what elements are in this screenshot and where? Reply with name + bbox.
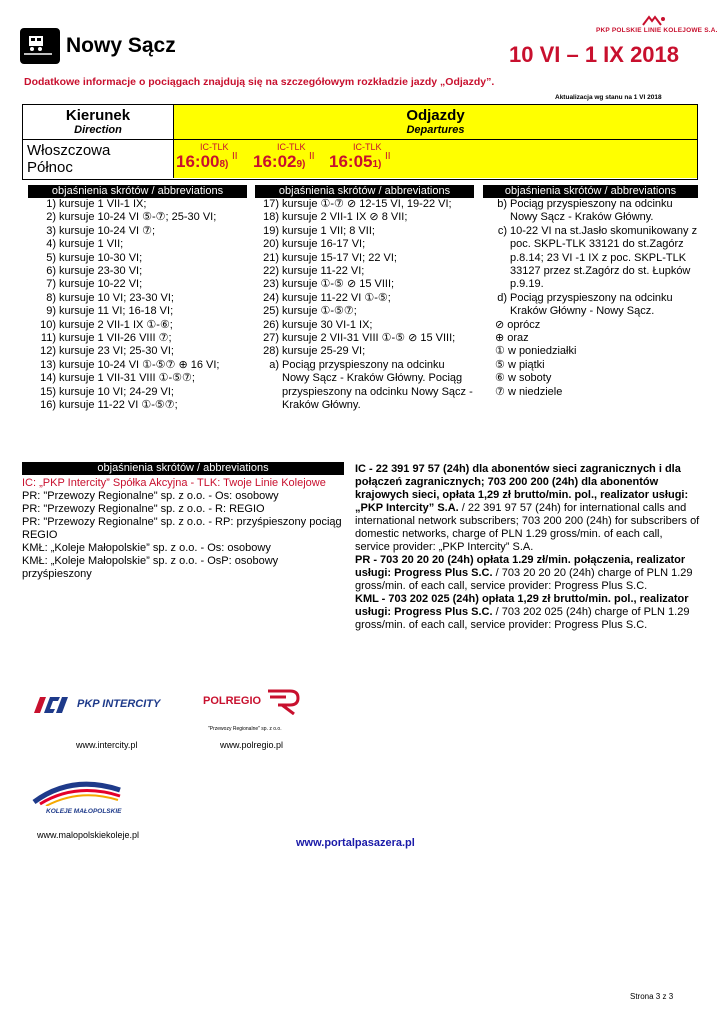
abbr-number: 3)	[46, 224, 56, 237]
departure-time: 16:05	[329, 152, 373, 171]
departure-times	[174, 140, 697, 178]
abbr-item	[28, 238, 247, 251]
symbol-glyph: ⑥	[495, 372, 505, 385]
carrier-pr-r: PR: "Przewozy Regionalne" sp. z o.o. - R: REGIO	[22, 503, 265, 515]
contact-kml-rest: / 703 202 025 (24h) charge of PLN 1.29 gross/min. of each call, service provider: Progress Plus S.C.	[355, 606, 690, 631]
abbr-item	[255, 292, 474, 305]
abbr-text: kursuje 2 VII-1 IX ⊘ 8 VII;	[282, 211, 408, 224]
abbr-item	[255, 305, 474, 318]
contact-ic	[355, 463, 700, 554]
abbr-item	[255, 278, 474, 291]
symbol-item	[495, 345, 698, 358]
abbr-number: 27)	[263, 332, 279, 345]
abbr-number: d)	[497, 291, 507, 304]
abbr-header: objaśnienia skrótów / abbreviations	[483, 185, 698, 198]
abbr-item	[255, 332, 474, 345]
intercity-url[interactable]: www.intercity.pl	[76, 740, 138, 750]
symbol-meaning: w poniedziałki	[507, 345, 577, 358]
abbr-item	[255, 265, 474, 278]
destination-line1: Włoszczowa	[27, 142, 111, 159]
abbr-text: kursuje 11 VI; 16-18 VI;	[59, 305, 174, 318]
contact-kml	[355, 593, 700, 632]
abbr-item	[28, 198, 247, 211]
contact-kml-bold: KML - 703 202 025 (24h) opłata 1,29 zł brutto/min. pol., realizator usługi: Progress Plus S.C.	[355, 593, 689, 618]
symbol-meaning: oraz	[507, 332, 529, 345]
odjazdy-label: Odjazdy	[406, 107, 465, 124]
abbr-number: 1)	[46, 198, 56, 210]
operator-line: PKP POLSKIE LINIE KOLEJOWE S.A.	[596, 27, 718, 34]
abbr-number: 10)	[40, 318, 56, 331]
abbr-text: kursuje 10-30 VI;	[59, 251, 143, 264]
carrier-pr-rp: PR: "Przewozy Regionalne" sp. z o.o. - RP: przyśpieszony pociąg REGIO	[22, 516, 342, 541]
abbr-item	[255, 198, 474, 211]
update-note: Aktualizacja wg stanu na 1 VI 2018	[555, 94, 662, 101]
kierunek-label: Kierunek	[65, 107, 131, 124]
contact-ic-rest: / 22 391 97 57 (24h) for international calls and international network subscribers; 703 200 200 (24h) for subscribers of domestic networks, charge of PLN 1.29 gross/min. of each call, service provider: „PKP Intercity” S.A.	[355, 502, 700, 553]
polregio-sub: "Przewozy Regionalne" sp. z o.o.	[208, 726, 282, 732]
abbr-number: c)	[497, 224, 507, 237]
polregio-name: POLREGIO	[203, 695, 262, 707]
contact-pr-bold: PR - 703 20 20 20 (24h) opłata 1.29 zł/min. połączenia, realizator usługi: Progress Plus S.C.	[355, 554, 686, 579]
abbr-item	[255, 345, 474, 358]
abbr-item	[28, 386, 247, 399]
intercity-name: PKP INTERCITY	[77, 698, 161, 710]
abbr-text: kursuje 11-22 VI;	[282, 265, 365, 278]
abbr-item	[28, 252, 247, 265]
abbr-number: 20)	[263, 238, 279, 251]
abbr-text: kursuje 15-17 VI; 22 VI;	[282, 251, 397, 264]
abbr-item	[255, 359, 474, 413]
polregio-url[interactable]: www.polregio.pl	[220, 740, 284, 750]
carrier-ic: IC: „PKP Intercity” Spółka Akcyjna - TLK: Twoje Linie Kolejowe	[22, 477, 326, 489]
symbol-item	[495, 359, 698, 372]
abbr-item	[28, 359, 247, 372]
abbr-item	[28, 372, 247, 385]
abbr-number: 5)	[46, 251, 56, 264]
info-note: Dodatkowe informacje o pociągach znajdują się na szczegółowym rozkładzie jazdy „Odjazdy”.	[24, 76, 495, 88]
carrier-kml-os: KMŁ: „Koleje Małopolskie” sp. z o.o. - Os: osobowy	[22, 542, 271, 554]
abbr-number: 26)	[263, 318, 279, 331]
departures-table	[22, 104, 698, 180]
symbol-item	[495, 386, 698, 399]
train-category: IC-TLK	[200, 142, 229, 152]
abbr-item	[28, 305, 247, 318]
kml-name: KOLEJE MAŁOPOLSKIE	[46, 808, 122, 815]
validity-dates: 10 VI – 1 IX 2018	[509, 42, 680, 67]
station-title: Nowy Sącz	[66, 34, 176, 57]
carrier-kml-osp: KMŁ: „Koleje Małopolskie” sp. z o.o. - OsP: osobowy przyśpieszony	[22, 555, 279, 580]
departure-note: 8)	[219, 159, 229, 170]
direction-header	[23, 105, 174, 140]
abbr-number: 6)	[46, 265, 56, 278]
abbr-item	[255, 238, 474, 251]
abbr-text: kursuje 1 VII; 8 VII;	[282, 224, 375, 237]
abbr-number: 13)	[40, 358, 56, 371]
abbr-text: kursuje 10-22 VI;	[59, 278, 143, 291]
abbr-text: kursuje 23-30 VI;	[59, 265, 143, 278]
abbr-number: 24)	[263, 291, 279, 304]
abbr-item	[28, 225, 247, 238]
symbol-glyph: ⑤	[495, 358, 505, 371]
abbr-text: kursuje 1 VII;	[59, 238, 124, 251]
abbr-number: 11)	[40, 332, 56, 345]
symbol-glyph: ⊘	[495, 318, 505, 331]
carrier-pr-os: PR: "Przewozy Regionalne" sp. z o.o. - Os: osobowy	[22, 490, 279, 502]
abbr-number: 21)	[263, 251, 279, 264]
contact-info	[355, 463, 700, 632]
abbr-number: 22)	[263, 265, 279, 278]
direction-label: Direction	[74, 124, 122, 136]
symbol-glyph: ①	[495, 345, 505, 358]
abbr-item	[255, 211, 474, 224]
abbr-column-1	[28, 185, 247, 413]
carrier-abbr-header: objaśnienia skrótów / abbreviations	[22, 462, 344, 475]
class-label: II	[385, 151, 391, 162]
abbr-number: 14)	[40, 372, 56, 385]
symbol-glyph: ⊕	[495, 332, 505, 345]
abbr-text: kursuje ①-⑤ ⊘ 15 VIII;	[282, 278, 395, 291]
abbr-text: kursuje 11-22 VI ①-⑤;	[282, 291, 391, 304]
departure-note: 9)	[296, 159, 306, 170]
destination-cell	[23, 140, 174, 178]
abbr-item	[28, 211, 247, 224]
abbr-text: kursuje ①-⑦ ⊘ 12-15 VI, 19-22 VI;	[282, 198, 452, 210]
abbr-text: kursuje 2 VII-31 VIII ①-⑤ ⊘ 15 VIII;	[282, 332, 456, 345]
abbr-text: kursuje 16-17 VI;	[282, 238, 366, 251]
abbr-header: objaśnienia skrótów / abbreviations	[28, 185, 247, 198]
abbr-number: 18)	[263, 211, 279, 224]
destination-line2: Północ	[27, 159, 73, 176]
departure-time: 16:00	[176, 152, 220, 171]
abbr-number: 9)	[46, 305, 56, 318]
intercity-logo	[30, 695, 70, 720]
abbr-list-1	[28, 198, 247, 413]
contact-pr	[355, 554, 700, 593]
abbr-item	[28, 332, 247, 345]
symbol-item	[495, 332, 698, 345]
departure-entry	[176, 142, 238, 172]
abbr-text: kursuje 10-24 VI ①-⑤⑦ ⊕ 16 VI;	[59, 358, 220, 371]
contact-pr-rest: / 703 20 20 20 (24h) charge of PLN 1.29 gross/min. of each call, service provider: Progress Plus S.C.	[355, 567, 693, 592]
abbr-text: Pociąg przyspieszony na odcinku Nowy Sącz - Kraków Główny.	[510, 198, 673, 224]
symbol-meaning: w niedziele	[507, 385, 563, 398]
train-category: IC-TLK	[353, 142, 382, 152]
abbr-column-3	[483, 185, 698, 399]
abbr-number: 28)	[263, 345, 279, 358]
abbr-item	[483, 225, 698, 292]
abbr-column-2	[255, 185, 474, 413]
abbr-text: kursuje 25-29 VI;	[282, 345, 366, 358]
abbr-header: objaśnienia skrótów / abbreviations	[255, 185, 474, 198]
symbol-meaning: w soboty	[507, 372, 552, 385]
symbol-glyph: ⑦	[495, 385, 505, 398]
abbr-text: kursuje 1 VII-26 VIII ⑦;	[59, 332, 172, 345]
abbr-text: kursuje 30 VI-1 IX;	[282, 318, 373, 331]
abbr-item	[255, 225, 474, 238]
abbr-item	[28, 345, 247, 358]
abbr-number: 23)	[263, 278, 279, 291]
abbr-text: kursuje 23 VI; 25-30 VI;	[59, 345, 174, 358]
abbr-number: 2)	[46, 211, 56, 224]
abbr-text: Pociąg przyspieszony na odcinku Kraków Główny - Nowy Sącz.	[510, 291, 673, 318]
abbr-number: 16)	[40, 399, 56, 412]
abbr-number: 8)	[46, 291, 56, 304]
class-label: II	[309, 151, 315, 162]
departure-entry	[253, 142, 315, 172]
abbr-text: kursuje ①-⑤⑦;	[282, 305, 357, 318]
abbr-number: a)	[269, 358, 279, 371]
departures-label: Departures	[406, 124, 465, 136]
abbr-number: 25)	[263, 305, 279, 318]
kml-url[interactable]: www.malopolskiekoleje.pl	[37, 830, 140, 840]
polregio-logo	[264, 687, 302, 720]
abbr-number: 17)	[263, 198, 279, 210]
abbr-text: kursuje 1 VII-31 VIII ①-⑤⑦;	[59, 372, 195, 385]
abbr-text: kursuje 2 VII-1 IX ①-⑥;	[59, 318, 173, 331]
portal-url[interactable]: www.portalpasazera.pl	[296, 837, 415, 849]
carrier-abbr	[22, 462, 344, 581]
abbr-item	[28, 278, 247, 291]
class-label: II	[232, 151, 238, 162]
symbol-legend	[483, 319, 698, 399]
abbr-item	[483, 292, 698, 319]
abbr-number: 12)	[40, 345, 56, 358]
abbr-number: 19)	[263, 224, 279, 237]
abbr-number: b)	[497, 198, 507, 210]
abbr-number: 7)	[46, 278, 56, 291]
abbr-item	[255, 319, 474, 332]
departure-time: 16:02	[253, 152, 297, 171]
abbr-item	[255, 252, 474, 265]
departure-entry	[329, 142, 391, 172]
symbol-meaning: w piątki	[507, 358, 545, 371]
abbr-text: kursuje 10 VI; 24-29 VI;	[59, 385, 174, 398]
page-number: Strona 3 z 3	[630, 992, 674, 1001]
abbr-text: kursuje 10 VI; 23-30 VI;	[59, 291, 174, 304]
abbr-list-3	[483, 198, 698, 319]
abbr-text: kursuje 1 VII-1 IX;	[59, 198, 147, 210]
abbr-number: 4)	[46, 238, 56, 251]
train-category: IC-TLK	[277, 142, 306, 152]
abbr-list-2	[255, 198, 474, 413]
departure-note: 1)	[372, 159, 382, 170]
symbol-item	[495, 372, 698, 385]
abbr-item	[483, 198, 698, 225]
symbol-meaning: oprócz	[507, 318, 541, 331]
abbr-item	[28, 319, 247, 332]
abbr-item	[28, 265, 247, 278]
abbr-text: 10-22 VI na st.Jasło skomunikowany z poc. SKPL-TLK 33121 do st.Zagórz p.8.14; 23 VI -1 IX z poc. SKPL-TLK 33127 przez st.Zagórz do st. Łupków p.9.19.	[510, 224, 698, 291]
kml-logo	[32, 776, 122, 811]
abbr-text: kursuje 11-22 VI ①-⑤⑦;	[59, 399, 178, 412]
abbr-text: Pociąg przyspieszony na odcinku Nowy Sącz - Kraków Główny. Pociąg przyspieszony na odcinku Nowy Sącz - Kraków Główny.	[282, 358, 473, 412]
abbr-text: kursuje 10-24 VI ⑤-⑦; 25-30 VI;	[59, 211, 217, 224]
contact-ic-bold: IC - 22 391 97 57 (24h) dla abonentów sieci zagranicznych i dla połączeń zagranicznych; 703 200 200 (24h) dla abonentów krajowych sieci, opłata 1,29 zł brutto/min. pol., realizator usługi: „PKP Intercity” S.A.	[355, 463, 689, 514]
train-icon	[20, 28, 60, 64]
abbr-text: kursuje 10-24 VI ⑦;	[59, 224, 156, 237]
abbr-item	[28, 292, 247, 305]
abbr-number: 15)	[40, 385, 56, 398]
departures-header	[174, 105, 697, 140]
abbr-item	[28, 399, 247, 412]
symbol-item	[495, 319, 698, 332]
